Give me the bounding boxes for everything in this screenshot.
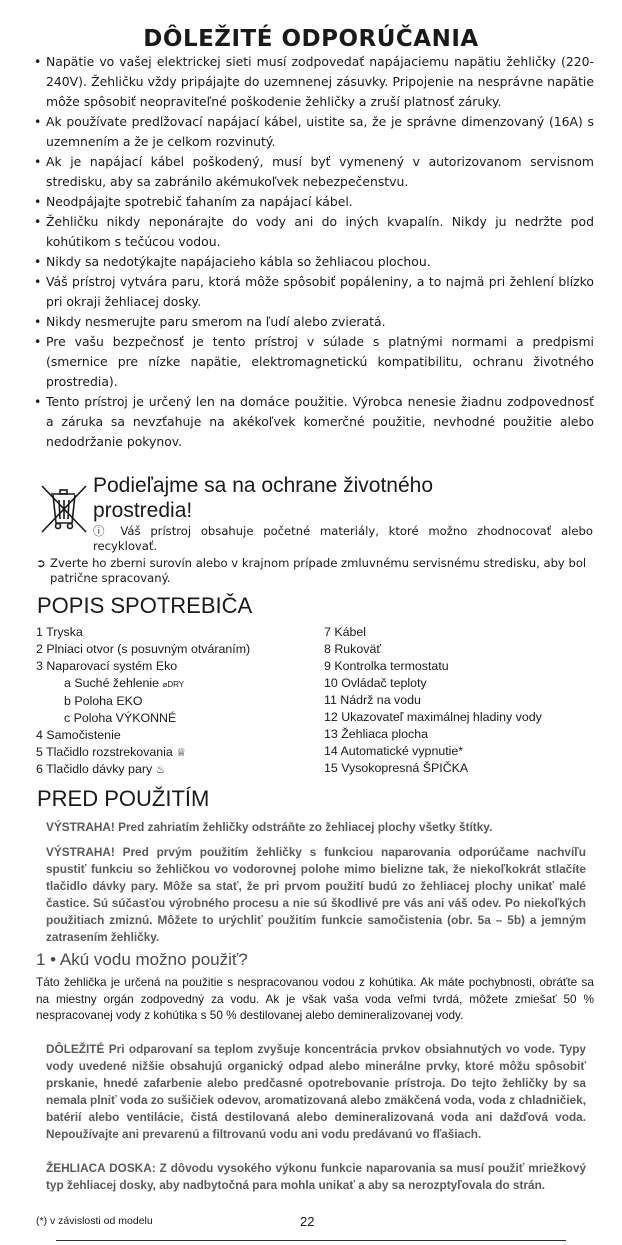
- arrow-icon: ➲: [36, 556, 46, 570]
- part-item: 5 Tlačidlo rozstrekovania ♕: [36, 745, 187, 759]
- part-item: c Poloha VÝKONNÉ: [64, 711, 177, 725]
- safety-item: • Tento prístroj je určený len na domáce použitie. Výrobca nenesie žiadnu zodpovednosť a záruka sa nevzťahuje na akékoľvek komerčné použitie, nevhodné použitie alebo nedodržanie pokynov.: [34, 392, 594, 452]
- steam-icon: ♨: [155, 763, 166, 776]
- safety-item: • Nikdy sa nedotýkajte napájacieho kábla so žehliacou plochou.: [34, 252, 594, 272]
- part-item: 7 Kábel: [324, 625, 367, 639]
- safety-item: • Napätie vo vašej elektrickej sieti musí zodpovedať napájaciemu napätiu žehličky (220-240V). Žehličku vždy pripájajte do uzemnenej zásuvky. Pripojenie na nesprávne napätie môže spôsobiť neopraviteľné poškodenie žehličky a zruší platnosť záruky.: [34, 52, 594, 112]
- info-icon: ⓘ: [93, 524, 111, 538]
- eco-heading: Podieľajme sa na ochrane životného prostredia!: [93, 474, 434, 522]
- safety-item: • Váš prístroj vytvára paru, ktorá môže spôsobiť popáleniny, a to najmä pri žehlení blízko pri okraji žehliacej dosky.: [34, 272, 594, 312]
- part-item: 1 Tryska: [36, 625, 83, 639]
- before-use-heading: PRED POUŽITÍM: [37, 786, 210, 811]
- part-item: a Suché žehlenie ⌀DRY: [64, 676, 185, 690]
- eco-text: [93, 524, 593, 554]
- description-heading: POPIS SPOTREBIČA: [37, 593, 253, 618]
- dry-icon: ⌀DRY: [162, 680, 185, 689]
- part-item: 4 Samočistenie: [36, 728, 121, 742]
- part-item: 15 Vysokopresná ŠPIČKA: [324, 761, 469, 775]
- safety-item: • Ak je napájací kábel poškodený, musí byť vymenený v autorizovanom servisnom stredisku, aby sa zabránilo akémukoľvek nebezpečenstvu.: [34, 152, 594, 192]
- eco-text-body: Váš prístroj obsahuje početné materiály, ktoré možno zhodnocovať alebo recyklovať.: [93, 524, 593, 553]
- parts-column-left: [36, 624, 321, 778]
- water-heading: 1 • Akú vodu možno použiť?: [36, 950, 248, 969]
- safety-item: • Neodpájajte spotrebič ťahaním za napájací kábel.: [34, 192, 594, 212]
- safety-item: • Žehličku nikdy neponárajte do vody ani do iných kvapalín. Nikdy ju nedržte pod kohútikom s tečúcou vodou.: [34, 212, 594, 252]
- part-item: 12 Ukazovateľ maximálnej hladiny vody: [324, 710, 542, 724]
- part-item: 8 Rukoväť: [324, 642, 381, 656]
- spray-icon: ♕: [176, 746, 187, 759]
- part-item: 11 Nádrž na vodu: [324, 693, 421, 707]
- part-item: 2 Plniaci otvor (s posuvným otváraním): [36, 642, 251, 656]
- important-note: DÔLEŽITÉ Pri odparovaní sa teplom zvyšuje koncentrácia prvkov obsiahnutých vo vode. Typy vody uvedené nižšie obsahujú organický odpad alebo minerálne prvky, ktoré môžu spôsobiť prskanie, hnedé zafarbenie alebo predčasné opotrebovanie prístroja. Do tejto žehličky by sa nemala plniť voda zo sušičiek odevov, aromatizovaná alebo zmäkčená voda, voda z chladničiek, batérií alebo ventilácie, čistá destilovaná alebo demineralizovaná voda ani dažďová voda. Nepoužívajte ani prevarenú a filtrovanú vodu ani vodu predávanú vo fľašiach.: [46, 1042, 586, 1141]
- eco-arrow-note: [36, 556, 596, 586]
- part-item: 14 Automatické vypnutie*: [324, 744, 464, 758]
- water-paragraph: Táto žehlička je určená na použitie s nespracovanou vodou z kohútika. Ak máte pochybnosti, obráťte sa na miestny orgán zodpovedný za vodu. Ak je však vaša voda veľmi tvrdá, môžete zmiešať 50 % nespracovanej vody z kohútika s 50 % destilovanej alebo demineralizovanej vody.: [36, 975, 594, 1022]
- safety-item: • Ak používate predlžovací napájací kábel, uistite sa, že je správne dimenzovaný (16A) s uzemnením a že je celkom rozvinutý.: [34, 112, 594, 152]
- part-item: 10 Ovládač teploty: [324, 676, 427, 690]
- ironing-board-note: ŽEHLIACA DOSKA: Z dôvodu vysokého výkonu funkcie naparovania sa musí použiť mriežkový typ žehliacej dosky, aby nadbytočná para mohla unikať a aby sa nerozptyľovala do strán.: [46, 1161, 586, 1192]
- warning-labels: VÝSTRAHA! Pred zahriatím žehličky odstráňte zo žehliacej plochy všetky štítky.: [46, 820, 493, 834]
- safety-item: • Pre vašu bezpečnosť je tento prístroj v súlade s platnými normami a predpismi (smernice pre nízke napätie, elektromagnetickú kompatibilitu, ochranu životného prostredia).: [34, 332, 594, 392]
- part-item: 3 Naparovací systém Eko: [36, 659, 178, 673]
- eco-arrow-text: Zverte ho zberni surovín alebo v krajnom prípade zmluvnému servisnému stredisku, aby bol patrične spracovaný.: [50, 556, 587, 585]
- part-item: 6 Tlačidlo dávky pary ♨: [36, 762, 166, 776]
- part-item: 9 Kontrolka termostatu: [324, 659, 449, 673]
- footer-divider: [56, 1240, 566, 1241]
- safety-item: • Nikdy nesmerujte paru smerom na ľudí alebo zvieratá.: [34, 312, 594, 332]
- page-number: 22: [300, 1214, 315, 1229]
- warning-first-use: VÝSTRAHA! Pred prvým použitím žehličky s funkciou naparovania odporúčame nachvíľu spustiť funkciu so žehličkou vo vodorovnej polohe mimo bielizne tak, že niekoľkokrát stlačíte tlačidlo dávky pary. Môže sa stať, že pri prvom použití budú zo žehliacej plochy unikať malé častice. Sú súčasťou výrobného procesu a nie sú škodlivé pre vás ani váš odev. Po niekoľkých použitiach zmiznú. Môžete to urýchliť použitím funkcie samočistenia (obr. 5a – 5b) a jemným zatrasením žehličky.: [46, 845, 586, 944]
- part-item: b Poloha EKO: [64, 694, 143, 708]
- page-title: DÔLEŽITÉ ODPORÚČANIA: [143, 26, 479, 52]
- part-item: 13 Žehliaca plocha: [324, 727, 429, 741]
- footnote: (*) v závislosti od modelu: [36, 1215, 153, 1227]
- crossed-bin-icon: [39, 483, 89, 535]
- parts-column-right: [324, 624, 609, 777]
- safety-list: [34, 52, 594, 452]
